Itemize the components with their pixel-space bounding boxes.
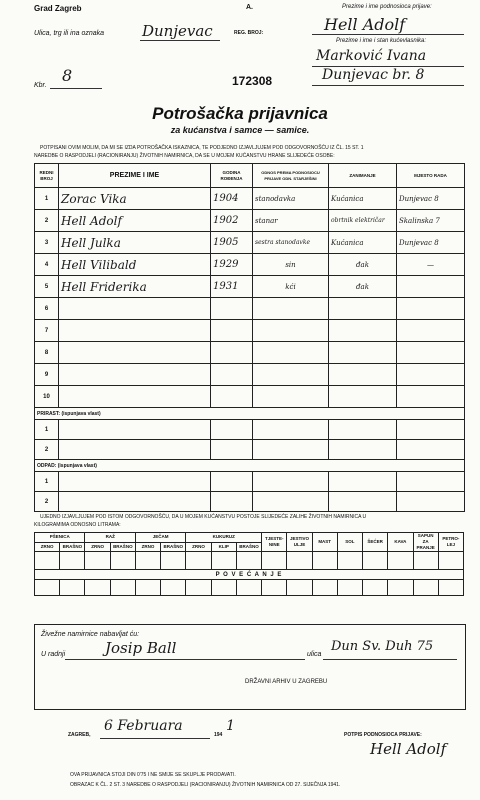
workplace: Dunjevac 8 — [397, 188, 465, 210]
row-number: 10 — [35, 386, 59, 408]
person-name: Hell Julka — [59, 232, 211, 254]
birth-year: 1904 — [211, 188, 253, 210]
reg-number: 172308 — [232, 74, 273, 88]
landlord-address: Dunjevac br. 8 — [322, 67, 425, 83]
table-row — [35, 188, 465, 210]
col-header-occupation: ZANIMANJE — [329, 164, 397, 188]
shop-value: Josip Ball — [105, 639, 177, 657]
section-letter: A. — [246, 4, 253, 11]
submitter-value: Hell Adolf — [324, 15, 406, 34]
sub-flour: BRAŠNO — [236, 542, 261, 552]
relation: kći — [253, 276, 329, 298]
table-row — [35, 232, 465, 254]
odpad-label: ODPAD: (ispunjava vlast) — [35, 460, 465, 472]
relation: sestra stanodavke — [253, 232, 329, 254]
row-number: 5 — [35, 276, 59, 298]
row-number: 7 — [35, 320, 59, 342]
birth-year: 1929 — [211, 254, 253, 276]
workplace — [397, 276, 465, 298]
col-header-birth-year: GODINA ROĐENJA — [211, 164, 253, 188]
sub-cob: KLIP — [211, 542, 236, 552]
odpad-row — [35, 472, 465, 492]
archive-stamp: DRŽAVNI ARHIV U ZAGREBU — [245, 679, 328, 685]
table-row — [35, 364, 465, 386]
price-note: OVA PRIJAVNICA STOJI DIN 0'75 I NE SMIJE SE SKUPLJE PRODAVATI. — [70, 772, 236, 778]
form-title: Potrošačka prijavnica — [152, 104, 328, 123]
table-row — [35, 254, 465, 276]
prirast-row — [35, 440, 465, 460]
table-row — [35, 342, 465, 364]
persons-table-header — [35, 164, 465, 188]
povecanje-label: P O V E Ć A N J E — [35, 570, 464, 580]
prirast-header-row — [35, 408, 465, 420]
purchase-label: Živežne namirnice nabavljat ću: — [41, 631, 140, 638]
place-label: ZAGREB, — [68, 732, 91, 738]
row-number: 2 — [35, 440, 59, 460]
col-petroleum: PETRO-LEJ — [438, 533, 463, 552]
year-value: 1 — [226, 718, 235, 734]
signature-value: Hell Adolf — [370, 740, 447, 758]
sub-flour: BRAŠNO — [161, 542, 186, 552]
group-rye: RAŽ — [85, 533, 135, 543]
row-number: 1 — [35, 472, 59, 492]
shop-street-label: ulica — [307, 651, 322, 658]
person-name: Hell Vilibald — [59, 254, 211, 276]
sub-grain: ZRNO — [85, 542, 110, 552]
row-number: 1 — [35, 188, 59, 210]
group-wheat: PŠENICA — [35, 533, 85, 543]
submitter-label: Prezime i ime podnosioca prijave: — [342, 4, 432, 10]
birth-year: 1931 — [211, 276, 253, 298]
occupation: đak — [329, 254, 397, 276]
occupation: đak — [329, 276, 397, 298]
prirast-label: PRIRAST: (ispunjava vlast) — [35, 408, 465, 420]
col-header-name: PREZIME I IME — [59, 164, 211, 188]
occupation: Kućanica — [329, 232, 397, 254]
table-row — [35, 298, 465, 320]
table-row — [35, 320, 465, 342]
row-number: 1 — [35, 420, 59, 440]
col-pasta: TJESTE-NINE — [262, 533, 287, 552]
povecanje-row — [35, 570, 464, 580]
intro-line-2: NAREDBE O RASPODJELI (RACIONIRANJU) ŽIVOTNIH NAMIRNICA, DA SE U MOJEM KUĆANSTVU HRANE SLIJEDEĆE OSOBE: — [34, 153, 335, 159]
row-number: 8 — [35, 342, 59, 364]
sub-grain: ZRNO — [135, 542, 160, 552]
birth-year: 1905 — [211, 232, 253, 254]
group-barley: JEČAM — [135, 533, 185, 543]
row-number: 2 — [35, 210, 59, 232]
table-row — [35, 386, 465, 408]
col-header-number: REDNI BROJ — [35, 164, 59, 188]
sub-grain: ZRNO — [35, 542, 60, 552]
supplies-table — [34, 532, 464, 596]
workplace: Skalinska 7 — [397, 210, 465, 232]
street-label: Ulica, trg ili ina oznaka — [34, 30, 105, 37]
date-value: 6 Februara — [104, 718, 183, 734]
landlord-label: Prezime i ime i stan kućevlasnika: — [336, 38, 427, 44]
person-name: Zorac Vika — [59, 188, 211, 210]
povecanje-values-row — [35, 580, 464, 596]
shop-street-value: Dun Sv. Duh 75 — [331, 639, 434, 654]
table-row — [35, 210, 465, 232]
workplace: — — [397, 254, 465, 276]
form-regulation-note: OBRAZAC K ČL. 2 ST. 3 NAREDBE O RASPODJELI (RACIONIRANJU) ŽIVOTNIH NAMIRNICA OD 27. SIJEČNJA 1941. — [70, 782, 341, 788]
col-salt: SOL — [337, 533, 362, 552]
occupation: Kućanica — [329, 188, 397, 210]
workplace: Dunjevac 8 — [397, 232, 465, 254]
person-name: Hell Friderika — [59, 276, 211, 298]
purchase-box — [34, 624, 466, 710]
row-number: 6 — [35, 298, 59, 320]
col-oil: JESTIVO ULJE — [287, 533, 312, 552]
col-lard: MAST — [312, 533, 337, 552]
relation: sin — [253, 254, 329, 276]
landlord-name: Marković Ivana — [316, 48, 427, 64]
relation: stanar — [253, 210, 329, 232]
row-number: 2 — [35, 492, 59, 512]
reg-number-label: REG. BROJ: — [234, 30, 264, 36]
house-number-value: 8 — [62, 66, 73, 85]
table-row — [35, 276, 465, 298]
birth-year: 1902 — [211, 210, 253, 232]
odpad-header-row — [35, 460, 465, 472]
row-number: 4 — [35, 254, 59, 276]
col-coffee: KAVA — [388, 533, 413, 552]
persons-table — [34, 163, 465, 512]
prirast-row — [35, 420, 465, 440]
row-number: 9 — [35, 364, 59, 386]
supplies-values-row — [35, 552, 464, 570]
street-value: Dunjevac — [142, 22, 213, 40]
year-prefix: 194 — [214, 732, 223, 738]
shop-label: U radnji — [41, 651, 66, 658]
relation: stanodavka — [253, 188, 329, 210]
sub-flour: BRAŠNO — [110, 542, 135, 552]
house-number-label: Kbr. — [34, 82, 47, 89]
row-number: 3 — [35, 232, 59, 254]
group-corn: KUKURUZ — [186, 533, 262, 543]
form-subtitle: za kućanstva i samce — samice. — [170, 125, 310, 135]
supplies-intro-line-1: UJEDNO IZJAVLJUJEM POD ISTOM ODGOVORNOŠĆU, DA U MOJEM KUĆANSTVU POSTOJE SLIJEDEĆE ZALIHE ŽIVOTNIH NAMIRNICA U — [40, 514, 367, 520]
col-sugar: ŠEĆER — [363, 533, 388, 552]
person-name: Hell Adolf — [59, 210, 211, 232]
col-soap: SAPUN ZA PRANJE — [413, 533, 438, 552]
odpad-row — [35, 492, 465, 512]
sub-flour: BRAŠNO — [60, 542, 85, 552]
city-name: Grad Zagreb — [34, 4, 82, 13]
signature-label: POTPIS PODNOSIOCA PRIJAVE: — [344, 732, 422, 738]
occupation: obrtnik električar — [329, 210, 397, 232]
sub-grain: ZRNO — [186, 542, 211, 552]
col-header-relation: ODNOS PREMA PODNOSIOCU PRIJAVE ODN. STARJEŠINI — [253, 164, 329, 188]
intro-line-1: POTPISANI OVIM MOLIM, DA MI SE IZDA POTROŠAČKA ISKAZNICA, TE PODJEDNO IZJAVLJUJEM POD ODGOVORNOŠĆU IZ ČL. 15 ST. 1 — [40, 145, 364, 151]
col-header-workplace: MJESTO RADA — [397, 164, 465, 188]
supplies-intro-line-2: KILOGRAMIMA ODNOSNO LITRAMA: — [34, 522, 121, 528]
